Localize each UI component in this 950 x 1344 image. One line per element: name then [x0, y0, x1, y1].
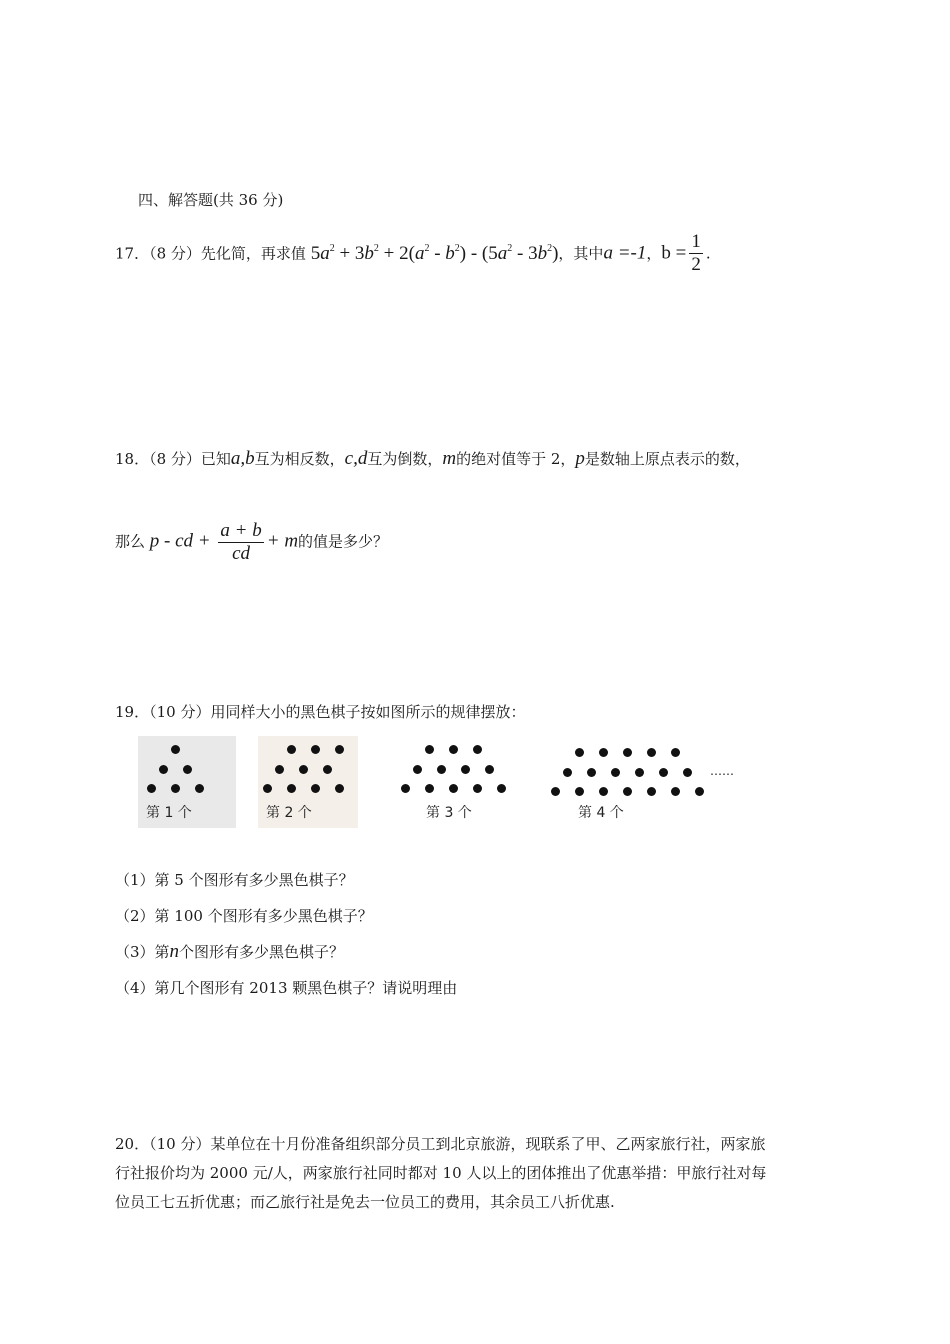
stone	[671, 787, 680, 796]
stone	[425, 784, 434, 793]
q17-b-numerator: 1	[691, 231, 701, 252]
q18-var-p: p	[575, 448, 585, 469]
stone	[449, 784, 458, 793]
question-18-line-1	[115, 449, 750, 469]
q18-text-2: 互为倒数，	[367, 450, 443, 468]
stone	[275, 765, 284, 774]
q18-prefix: 那么	[115, 532, 146, 551]
stone	[599, 787, 608, 796]
stone	[413, 765, 422, 774]
q18-var-cd: c,d	[344, 448, 368, 469]
stone	[575, 787, 584, 796]
stone	[635, 768, 644, 777]
q18-var-m: m	[442, 448, 457, 469]
stone	[425, 745, 434, 754]
figure-1	[138, 736, 236, 828]
stone	[599, 748, 608, 757]
stone	[563, 768, 572, 777]
stone	[623, 787, 632, 796]
stone	[183, 765, 192, 774]
q19-part-3	[115, 942, 344, 962]
figure-4	[548, 736, 734, 828]
figure-3-caption: 第 3 个	[426, 805, 472, 821]
figure-ellipsis: ……	[710, 764, 734, 778]
question-19-intro: 19．（10 分）用同样大小的黑色棋子按如图所示的规律摆放：	[115, 703, 526, 721]
q20-line-1: 20．（10 分）某单位在十月份准备组织部分员工到北京旅游，现联系了甲、乙两家旅行社，两家旅	[115, 1135, 766, 1153]
figure-2	[258, 736, 358, 828]
q18-expr-right: + m	[266, 530, 299, 552]
stone	[311, 745, 320, 754]
q18-fraction	[218, 520, 263, 565]
figure-4-caption: 第 4 个	[578, 805, 624, 821]
stone	[299, 765, 308, 774]
q19-part-1: （1）第 5 个图形有多少黑色棋子？	[115, 871, 354, 889]
figure-3	[398, 736, 510, 828]
stone	[647, 787, 656, 796]
stone	[473, 745, 482, 754]
stone	[647, 748, 656, 757]
q17-label: 17．（8 分）先化简，再求值	[115, 244, 306, 263]
stone	[147, 784, 156, 793]
stone	[171, 784, 180, 793]
stone	[461, 765, 470, 774]
q17-expression: $5a^2 + 3b^2 + 2(a^2 - b^2) - (5a^2 - 3b^2)$	[310, 242, 559, 264]
q20-line-3: 位员工七五折优惠；而乙旅行社是免去一位员工的费用，其余员工八折优惠.	[115, 1193, 615, 1211]
q18-suffix: 的值是多少？	[298, 532, 389, 551]
stone	[287, 784, 296, 793]
q20-line-2: 行社报价均为 2000 元/人，两家旅行社同时都对 10 人以上的团体推出了优惠举措：甲旅行社对每	[115, 1164, 767, 1182]
stone	[323, 765, 332, 774]
stone	[611, 768, 620, 777]
q19-part-3-before: （3）第	[115, 943, 170, 961]
q18-text-4: 是数轴上原点表示的数，	[584, 450, 750, 468]
stone	[671, 748, 680, 757]
q19-part-3-var: n	[169, 941, 180, 962]
q19-part-3-after: 个图形有多少黑色棋子？	[179, 943, 345, 961]
q17-separator: ，	[646, 244, 662, 263]
stone	[437, 765, 446, 774]
q18-frac-denominator: cd	[232, 543, 251, 564]
stone	[449, 745, 458, 754]
q19-part-4: （4）第几个图形有 2013 颗黑色棋子？请说明理由	[115, 979, 458, 997]
stone	[335, 745, 344, 754]
stone	[263, 784, 272, 793]
stone	[497, 784, 506, 793]
q18-frac-numerator: a + b	[220, 520, 262, 541]
q18-text-1: 互为相反数，	[254, 450, 345, 468]
stone	[623, 748, 632, 757]
stone	[695, 787, 704, 796]
stone	[171, 745, 180, 754]
q17-end: .	[705, 244, 711, 263]
stone	[401, 784, 410, 793]
stone	[159, 765, 168, 774]
stone	[485, 765, 494, 774]
stone	[473, 784, 482, 793]
q17-b-fraction	[689, 231, 703, 276]
q18-text-3: 的绝对值等于 2，	[456, 450, 576, 468]
q17-b-denominator: 2	[691, 254, 701, 275]
q17-where: ，其中	[558, 244, 604, 263]
stone	[287, 745, 296, 754]
stone	[551, 787, 560, 796]
q18-expr-left: p - cd +	[149, 530, 211, 552]
stone	[195, 784, 204, 793]
stone	[311, 784, 320, 793]
stone	[683, 768, 692, 777]
figure-1-caption: 第 1 个	[146, 805, 192, 821]
stone	[575, 748, 584, 757]
q18-label: 18．（8 分）已知	[115, 450, 231, 468]
figure-2-caption: 第 2 个	[266, 805, 312, 821]
question-18-line-2	[115, 520, 388, 565]
q19-part-2: （2）第 100 个图形有多少黑色棋子？	[115, 907, 373, 925]
question-17	[115, 232, 711, 277]
q17-a-condition: a =-1	[603, 242, 647, 264]
stone	[659, 768, 668, 777]
q18-var-ab: a,b	[230, 448, 255, 469]
q17-b-prefix: b =	[661, 242, 687, 264]
stone	[335, 784, 344, 793]
section-title: 四、解答题(共 36 分)	[138, 191, 284, 209]
stone	[587, 768, 596, 777]
